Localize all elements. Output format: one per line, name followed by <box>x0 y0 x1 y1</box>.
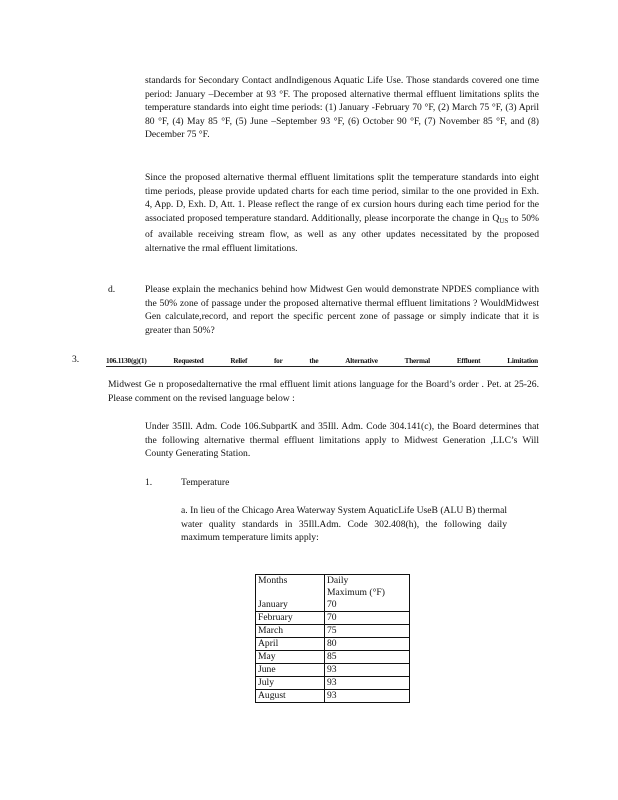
heading-word: Thermal <box>404 357 430 365</box>
table-row <box>256 638 410 651</box>
midwest-proposal-paragraph: Midwest Ge n proposedalternative the rmal effluent limit ations language for the Board’s order . Pet. at 25-26. Please comment on the revised language below : <box>108 379 539 404</box>
temperature-limits-table <box>255 574 410 703</box>
month-cell: March <box>256 625 325 638</box>
heading-word: Effluent <box>456 357 481 365</box>
table-row <box>256 651 410 664</box>
updated-charts-text-b: to 50% of available receiving stream flow, as well as any other updates necessitated by the proposed alternative the rmal effluent limitations. <box>145 212 539 254</box>
table-row <box>256 677 410 690</box>
daily-max-header: Daily Maximum (°F) <box>325 575 410 600</box>
month-cell: May <box>256 651 325 664</box>
daily-max-cell: 93 <box>325 690 410 703</box>
month-cell: June <box>256 664 325 677</box>
table-row <box>256 664 410 677</box>
heading-word: Requested <box>173 357 204 365</box>
item-a-text: a. In lieu of the Chicago Area Waterway System AquaticLife UseB (ALU B) thermal water quality standards in 35Ill.Adm. Code 302.408(h), the following daily maximum temperature limits apply: <box>181 505 507 544</box>
updated-charts-text-a: Since the proposed alternative thermal effluent limitations split the temperature standards into eight time periods, please provide updated charts for each time period, similar to the one provided in Exh. 4, App. D, Exh. D, Att. 1. Please reflect the range of ex cursion hours during each time period for the associated proposed temperature standard. Additionally, please incorporate the change in Q <box>145 172 539 224</box>
table-row <box>256 625 410 638</box>
item-d-paragraph: Please explain the mechanics behind how Midwest Gen would demonstrate NPDES compliance with the 50% zone of passage under the proposed alternative thermal effluent limitations ? WouldMidwest Gen calculate,record, and report the specific percent zone of passage or simply indicate that it is greater than 50%? <box>145 284 539 336</box>
month-cell: August <box>256 690 325 703</box>
daily-max-cell: 70 <box>325 612 410 625</box>
board-determination-paragraph: Under 35Ill. Adm. Code 106.SubpartK and 35Ill. Adm. Code 304.141(c), the Board determines that the following alternative thermal effluent limitations apply to Midwest Generation ,LLC’s Will County Generating Station. <box>145 421 539 460</box>
item-1-number: 1. <box>145 477 153 488</box>
table-row <box>256 612 410 625</box>
daily-max-cell: 93 <box>325 664 410 677</box>
daily-max-cell: 70 <box>325 599 410 612</box>
section-3-number: 3. <box>72 354 80 365</box>
month-cell: January <box>256 599 325 612</box>
item-a-paragraph <box>181 504 507 545</box>
heading-word: Relief <box>230 357 248 365</box>
daily-max-cell: 75 <box>325 625 410 638</box>
heading-word: Alternative <box>345 357 378 365</box>
table-header-row <box>256 575 410 600</box>
heading-word: for <box>273 357 283 365</box>
heading-word: Limitation <box>507 357 538 365</box>
updated-charts-paragraph <box>145 171 539 256</box>
months-header: Months <box>256 575 325 600</box>
section-3-heading <box>106 354 538 367</box>
month-cell: February <box>256 612 325 625</box>
table-row <box>256 690 410 703</box>
item-1-label: Temperature <box>181 477 230 488</box>
month-cell: July <box>256 677 325 690</box>
month-cell: April <box>256 638 325 651</box>
intro-paragraph: standards for Secondary Contact andIndigenous Aquatic Life Use. Those standards covered one time period: January –December at 93 °F. The proposed alternative thermal effluent limitations splits the temperature standards into eight time periods: (1) January -February 70 °F, (2) March 75 °F, (3) April 80 °F, (4) May 85 °F, (5) June –September 93 °F, (6) October 90 °F, (7) November 85 °F, and (8) December 75 °F. <box>145 75 539 141</box>
daily-max-cell: 93 <box>325 677 410 690</box>
heading-word: 106.1130(g)(1) <box>106 357 147 365</box>
table-row <box>256 599 410 612</box>
daily-max-cell: 80 <box>325 638 410 651</box>
heading-word: the <box>309 357 319 365</box>
qus-subscript: US <box>499 216 509 225</box>
item-d-label: d. <box>108 284 116 295</box>
daily-max-cell: 85 <box>325 651 410 664</box>
table-body <box>256 599 410 703</box>
